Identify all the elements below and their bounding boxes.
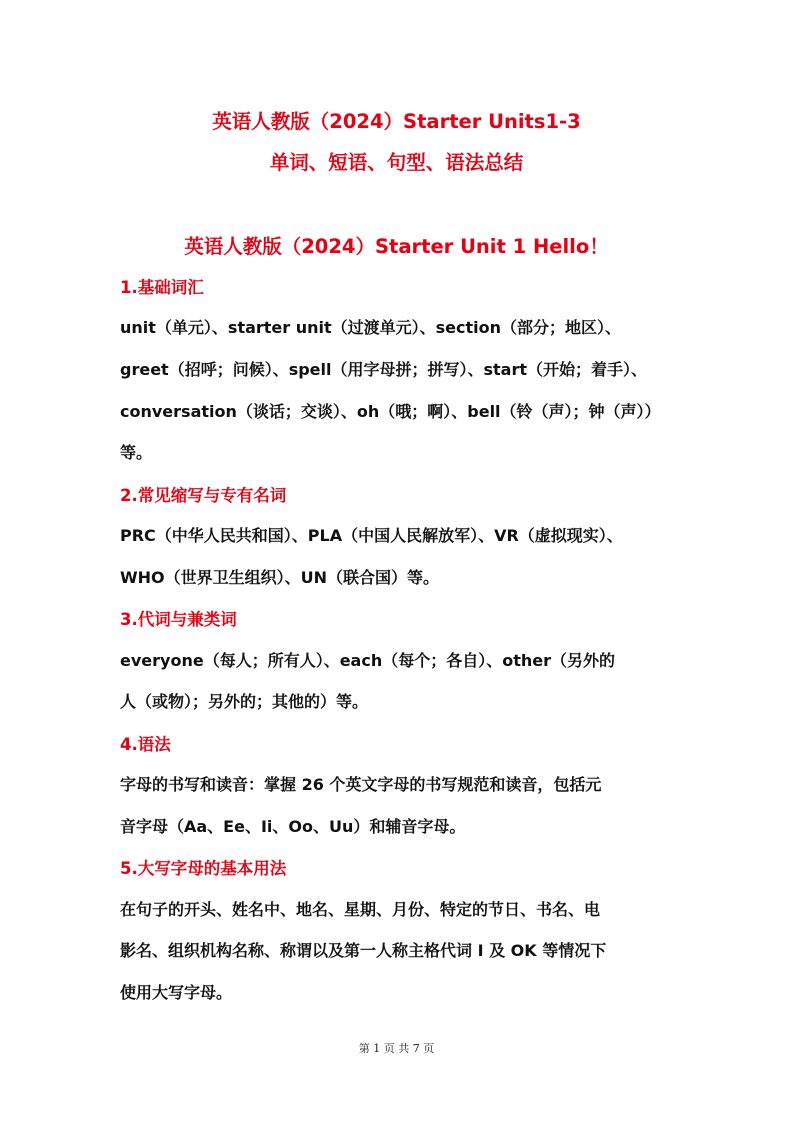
unit-title: 英语人教版（2024）Starter Unit 1 Hello！	[184, 235, 609, 258]
paragraph-line: 等。	[120, 443, 153, 462]
page-number-footer: 第 1 页 共 7 页	[358, 1042, 435, 1055]
paragraph-line: greet（招呼；问候）、spell（用字母拼；拼写）、start（开始；着手）、	[120, 360, 648, 379]
paragraph-line: 音字母（Aa、Ee、Ii、Oo、Uu）和辅音字母。	[120, 817, 466, 836]
section-heading-basic-vocabulary: 1.基础词汇	[120, 278, 204, 297]
paragraph-line: everyone（每人；所有人）、each（每个；各自）、other（另外的	[120, 651, 615, 670]
paragraph-line: WHO（世界卫生组织）、UN（联合国）等。	[120, 568, 440, 587]
section-heading-capital-letters: 5.大写字母的基本用法	[120, 859, 287, 878]
section-heading-pronouns: 3.代词与兼类词	[120, 610, 237, 629]
paragraph-line: 人（或物）；另外的；其他的）等。	[120, 692, 369, 711]
paragraph-line: PRC（中华人民共和国）、PLA（中国人民解放军）、VR（虚拟现实）、	[120, 526, 623, 545]
section-heading-abbreviations: 2.常见缩写与专有名词	[120, 486, 287, 505]
paragraph-line: unit（单元）、starter unit（过渡单元）、section（部分；地区）、	[120, 318, 622, 337]
paragraph-line: 在句子的开头、姓名中、地名、星期、月份、特定的节日、书名、电	[120, 900, 601, 919]
section-heading-grammar: 4.语法	[120, 735, 171, 754]
document-title-line2: 单词、短语、句型、语法总结	[269, 151, 524, 174]
paragraph-line: 字母的书写和读音：掌握 26 个英文字母的书写规范和读音，包括元	[120, 775, 602, 794]
paragraph-line: conversation（谈话；交谈）、oh（哦；啊）、bell（铃（声）；钟（声））	[120, 402, 661, 421]
paragraph-line: 影名、组织机构名称、称谓以及第一人称主格代词 I 及 OK 等情况下	[120, 941, 607, 960]
paragraph-line: 使用大写字母。	[120, 983, 233, 1002]
document-title-line1: 英语人教版（2024）Starter Units1-3	[212, 110, 581, 133]
